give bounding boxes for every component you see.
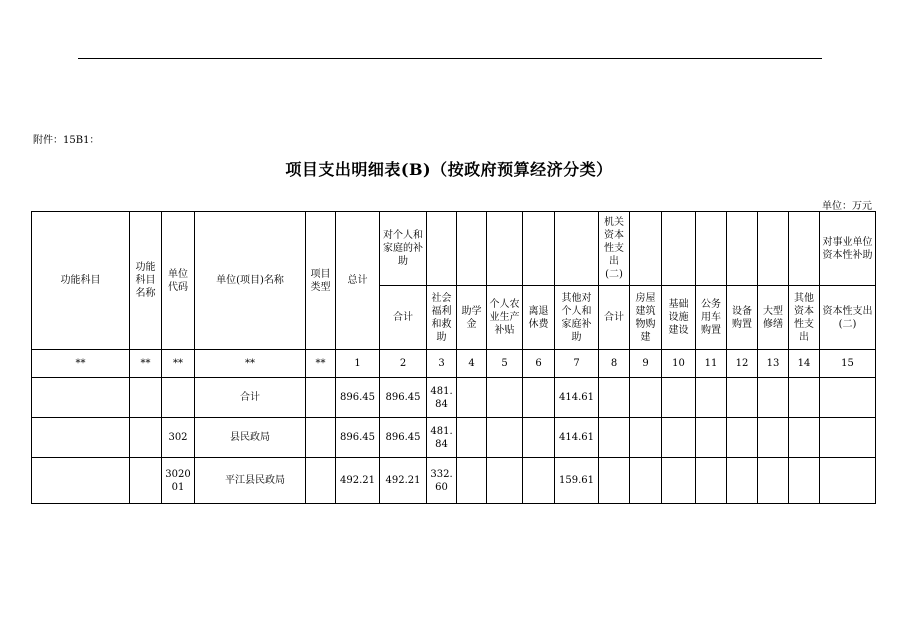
header-farm-subsidy: 个人农业生产补贴: [487, 286, 523, 350]
code-cell: 4: [457, 350, 487, 378]
header-other-capital: 其他资本性支出: [789, 286, 820, 350]
welfare-cell: 481.84: [427, 378, 457, 418]
header-building: 房屋建筑物购建: [630, 286, 662, 350]
code-cell: **: [306, 350, 336, 378]
header-func-subject-name: 功能科目名称: [130, 212, 162, 350]
header-blank: [523, 212, 555, 286]
expense-table: [31, 211, 876, 504]
header-welfare: 社会福利和救助: [427, 286, 457, 350]
header-blank: [630, 212, 662, 286]
unit-code-cell: [162, 378, 195, 418]
code-cell: **: [162, 350, 195, 378]
code-cell: **: [195, 350, 306, 378]
code-cell: 8: [599, 350, 630, 378]
code-cell: 15: [820, 350, 876, 378]
table-row: [32, 418, 876, 458]
header-repair: 大型修缮: [758, 286, 789, 350]
code-cell: 7: [555, 350, 599, 378]
unit-label: 单位：万元: [822, 201, 872, 212]
code-cell: 11: [696, 350, 727, 378]
welfare-cell: 481.84: [427, 418, 457, 458]
header-vehicle: 公务用车购置: [696, 286, 727, 350]
code-cell: **: [130, 350, 162, 378]
header-capital-ii: 资本性支出(二): [820, 286, 876, 350]
header-blank: [457, 212, 487, 286]
header-blank: [555, 212, 599, 286]
welfare-cell: 332.60: [427, 458, 457, 504]
header-infra: 基础设施建设: [662, 286, 696, 350]
unit-name-cell: 平江县民政局: [195, 458, 306, 504]
unit-name-cell: 县民政局: [195, 418, 306, 458]
header-retire: 离退休费: [523, 286, 555, 350]
code-cell: 2: [380, 350, 427, 378]
code-cell: 12: [727, 350, 758, 378]
table-row: [32, 378, 876, 418]
page-title: 项目支出明细表(B)（按政府预算经济分类）: [285, 160, 613, 179]
attachment-label: 附件：15B1：: [33, 135, 100, 146]
other-personal-cell: 414.61: [555, 378, 599, 418]
header-unit-code: 单位代码: [162, 212, 195, 350]
header-blank: [487, 212, 523, 286]
code-row: [32, 350, 876, 378]
header-unit-name: 单位(项目)名称: [195, 212, 306, 350]
header-subtotal1: 合计: [380, 286, 427, 350]
header-rule: [78, 58, 822, 59]
total-cell: 896.45: [336, 418, 380, 458]
code-cell: 6: [523, 350, 555, 378]
header-func-subject: 功能科目: [32, 212, 130, 350]
header-project-type: 项目类型: [306, 212, 336, 350]
code-cell: **: [32, 350, 130, 378]
unit-name-cell: 合计: [195, 378, 306, 418]
header-subtotal2: 合计: [599, 286, 630, 350]
unit-code-cell: 302: [162, 418, 195, 458]
code-cell: 10: [662, 350, 696, 378]
header-total: 总计: [336, 212, 380, 350]
total-cell: 492.21: [336, 458, 380, 504]
header-blank: [758, 212, 789, 286]
code-cell: 14: [789, 350, 820, 378]
header-blank: [696, 212, 727, 286]
header-blank: [789, 212, 820, 286]
code-cell: 1: [336, 350, 380, 378]
total-cell: 896.45: [336, 378, 380, 418]
code-cell: 3: [427, 350, 457, 378]
header-group-capital: 机关资本性支出(二): [599, 212, 630, 286]
header-group-personal: 对个人和家庭的补助: [380, 212, 427, 286]
header-blank: [427, 212, 457, 286]
other-personal-cell: 414.61: [555, 418, 599, 458]
header-other-personal: 其他对个人和家庭补助: [555, 286, 599, 350]
code-cell: 9: [630, 350, 662, 378]
subtotal-cell: 896.45: [380, 418, 427, 458]
code-cell: 13: [758, 350, 789, 378]
unit-code-cell: 302001: [162, 458, 195, 504]
header-grant: 助学金: [457, 286, 487, 350]
header-blank: [662, 212, 696, 286]
other-personal-cell: 159.61: [555, 458, 599, 504]
code-cell: 5: [487, 350, 523, 378]
header-equipment: 设备购置: [727, 286, 758, 350]
table-row: [32, 458, 876, 504]
header-blank: [727, 212, 758, 286]
subtotal-cell: 492.21: [380, 458, 427, 504]
header-group-enterprise: 对事业单位资本性补助: [820, 212, 876, 286]
subtotal-cell: 896.45: [380, 378, 427, 418]
